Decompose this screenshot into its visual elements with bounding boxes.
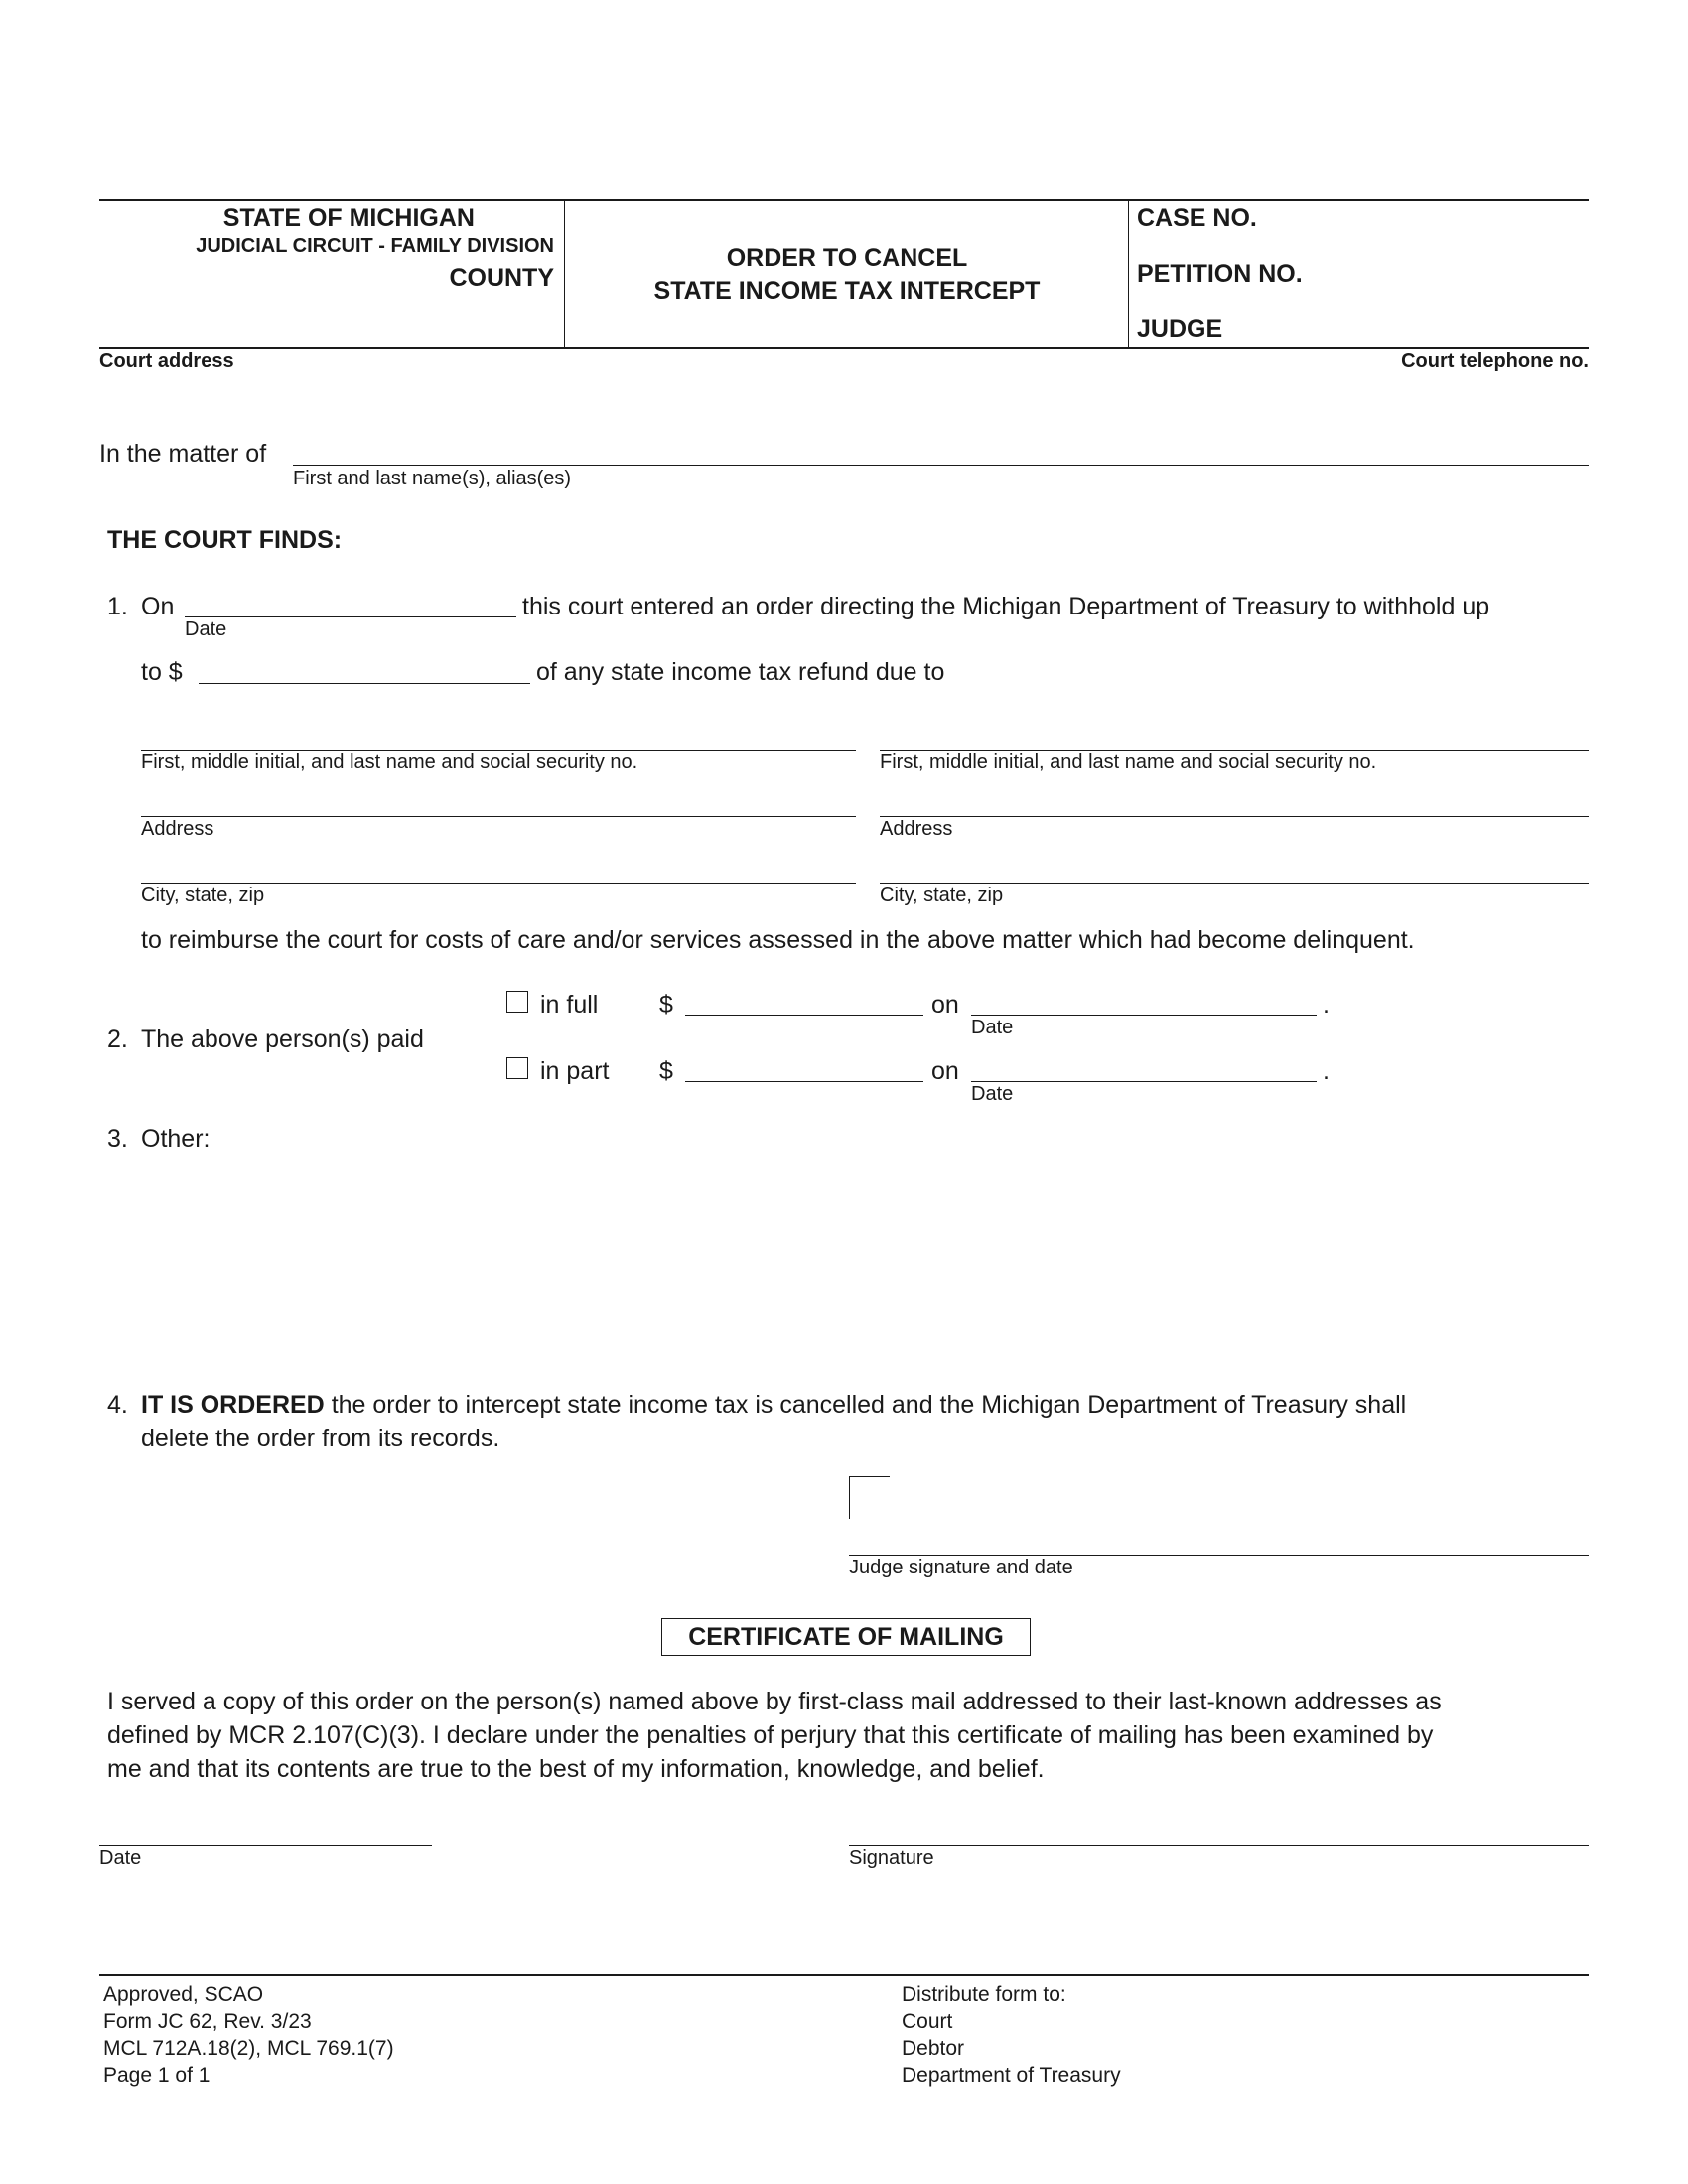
in-full-checkbox[interactable] [506, 991, 528, 1013]
footer-dist-debtor: Debtor [902, 2037, 965, 2060]
item1-number: 1. [107, 593, 128, 620]
header-top-rule [99, 199, 1589, 201]
county-label: COUNTY [449, 264, 554, 292]
certificate-title: CERTIFICATE OF MAILING [661, 1618, 1031, 1656]
certificate-line2: defined by MCR 2.107(C)(3). I declare under the penalties of perjury that this certificate of mailing has been examined by [107, 1721, 1434, 1749]
item1-on: On [141, 593, 175, 620]
court-address-label: Court address [99, 350, 234, 372]
state-name: STATE OF MICHIGAN [222, 205, 475, 232]
in-full-date-caption: Date [971, 1017, 1014, 1038]
judge-signature-caption: Judge signature and date [849, 1557, 1073, 1578]
person1-address-field[interactable] [141, 816, 856, 817]
matter-label: In the matter of [99, 440, 267, 468]
in-full-amount-field[interactable] [685, 1015, 923, 1016]
in-full-period: . [1323, 991, 1330, 1019]
person2-address-caption: Address [880, 818, 953, 840]
item1-text1: this court entered an order directing the Michigan Department of Treasury to withhold up [522, 593, 1490, 620]
item4-line1 [141, 1391, 1406, 1420]
footer-dist-court: Court [902, 2010, 953, 2033]
footer-rule-top [99, 1974, 1589, 1976]
in-part-amount-field[interactable] [685, 1081, 923, 1082]
in-part-date-caption: Date [971, 1083, 1014, 1105]
case-no-label: CASE NO. [1137, 205, 1257, 232]
form-title-line1: ORDER TO CANCEL [726, 244, 968, 272]
certificate-signature-field[interactable] [849, 1845, 1589, 1846]
person2-city-field[interactable] [880, 883, 1589, 884]
item3-number: 3. [107, 1125, 128, 1153]
certificate-date-field[interactable] [99, 1845, 432, 1846]
footer-approved: Approved, SCAO [103, 1983, 264, 2006]
in-part-on: on [931, 1057, 959, 1085]
in-part-checkbox[interactable] [506, 1057, 528, 1079]
item3-text: Other: [141, 1125, 211, 1153]
item4-line2: delete the order from its records. [141, 1425, 500, 1452]
item2-text: The above person(s) paid [141, 1025, 424, 1053]
header-divider-right [1128, 199, 1129, 347]
person1-city-field[interactable] [141, 883, 856, 884]
in-part-dollar: $ [659, 1057, 673, 1085]
item1-reimburse-text: to reimburse the court for costs of care and/or services assessed in the above matter which had become delinquent. [141, 926, 1415, 954]
in-full-on: on [931, 991, 959, 1019]
footer-distribute: Distribute form to: [902, 1983, 1066, 2006]
certificate-signature-caption: Signature [849, 1847, 934, 1869]
judge-label: JUDGE [1137, 315, 1223, 342]
person1-city-caption: City, state, zip [141, 885, 265, 906]
in-full-label: in full [540, 991, 599, 1019]
person2-name-caption: First, middle initial, and last name and social security no. [880, 751, 1377, 773]
in-full-date-field[interactable] [971, 1015, 1317, 1016]
footer-page: Page 1 of 1 [103, 2064, 211, 2087]
circuit-label: JUDICIAL CIRCUIT - FAMILY DIVISION [196, 235, 554, 257]
certificate-line1: I served a copy of this order on the person(s) named above by first-class mail addressed to their last-known addresses as [107, 1688, 1442, 1715]
in-part-date-field[interactable] [971, 1081, 1317, 1082]
item4-number: 4. [107, 1391, 128, 1419]
person1-name-caption: First, middle initial, and last name and social security no. [141, 751, 638, 773]
judge-signature-field[interactable] [849, 1555, 1589, 1556]
item2-number: 2. [107, 1025, 128, 1053]
item4-text: the order to intercept state income tax is cancelled and the Michigan Department of Treasury shall [331, 1391, 1407, 1419]
in-part-label: in part [540, 1057, 610, 1085]
item1-date-field[interactable] [185, 616, 516, 617]
person1-address-caption: Address [141, 818, 214, 840]
court-telephone-label: Court telephone no. [1401, 350, 1589, 372]
footer-form: Form JC 62, Rev. 3/23 [103, 2010, 312, 2033]
header-bottom-rule [99, 347, 1589, 349]
in-part-period: . [1323, 1057, 1330, 1085]
header-divider-left [564, 199, 565, 347]
form-title-line2: STATE INCOME TAX INTERCEPT [653, 277, 1041, 305]
matter-name-field[interactable] [293, 465, 1589, 466]
item1-amount-field[interactable] [199, 683, 530, 684]
person2-address-field[interactable] [880, 816, 1589, 817]
petition-no-label: PETITION NO. [1137, 260, 1303, 288]
item1-to: to $ [141, 658, 183, 686]
certificate-line3: me and that its contents are true to the best of my information, knowledge, and belief. [107, 1755, 1045, 1783]
person1-name-field[interactable] [141, 750, 856, 751]
certificate-date-caption: Date [99, 1847, 142, 1869]
court-finds-heading: THE COURT FINDS: [107, 526, 343, 554]
footer-dist-treasury: Department of Treasury [902, 2064, 1121, 2087]
item4-ordered: IT IS ORDERED [141, 1391, 325, 1419]
in-full-dollar: $ [659, 991, 673, 1019]
item1-date-caption: Date [185, 618, 227, 640]
matter-caption: First and last name(s), alias(es) [293, 468, 572, 489]
footer-mcl: MCL 712A.18(2), MCL 769.1(7) [103, 2037, 394, 2060]
item1-text2: of any state income tax refund due to [536, 658, 945, 686]
person2-name-field[interactable] [880, 750, 1589, 751]
signature-corner-mark [849, 1476, 890, 1519]
person2-city-caption: City, state, zip [880, 885, 1004, 906]
